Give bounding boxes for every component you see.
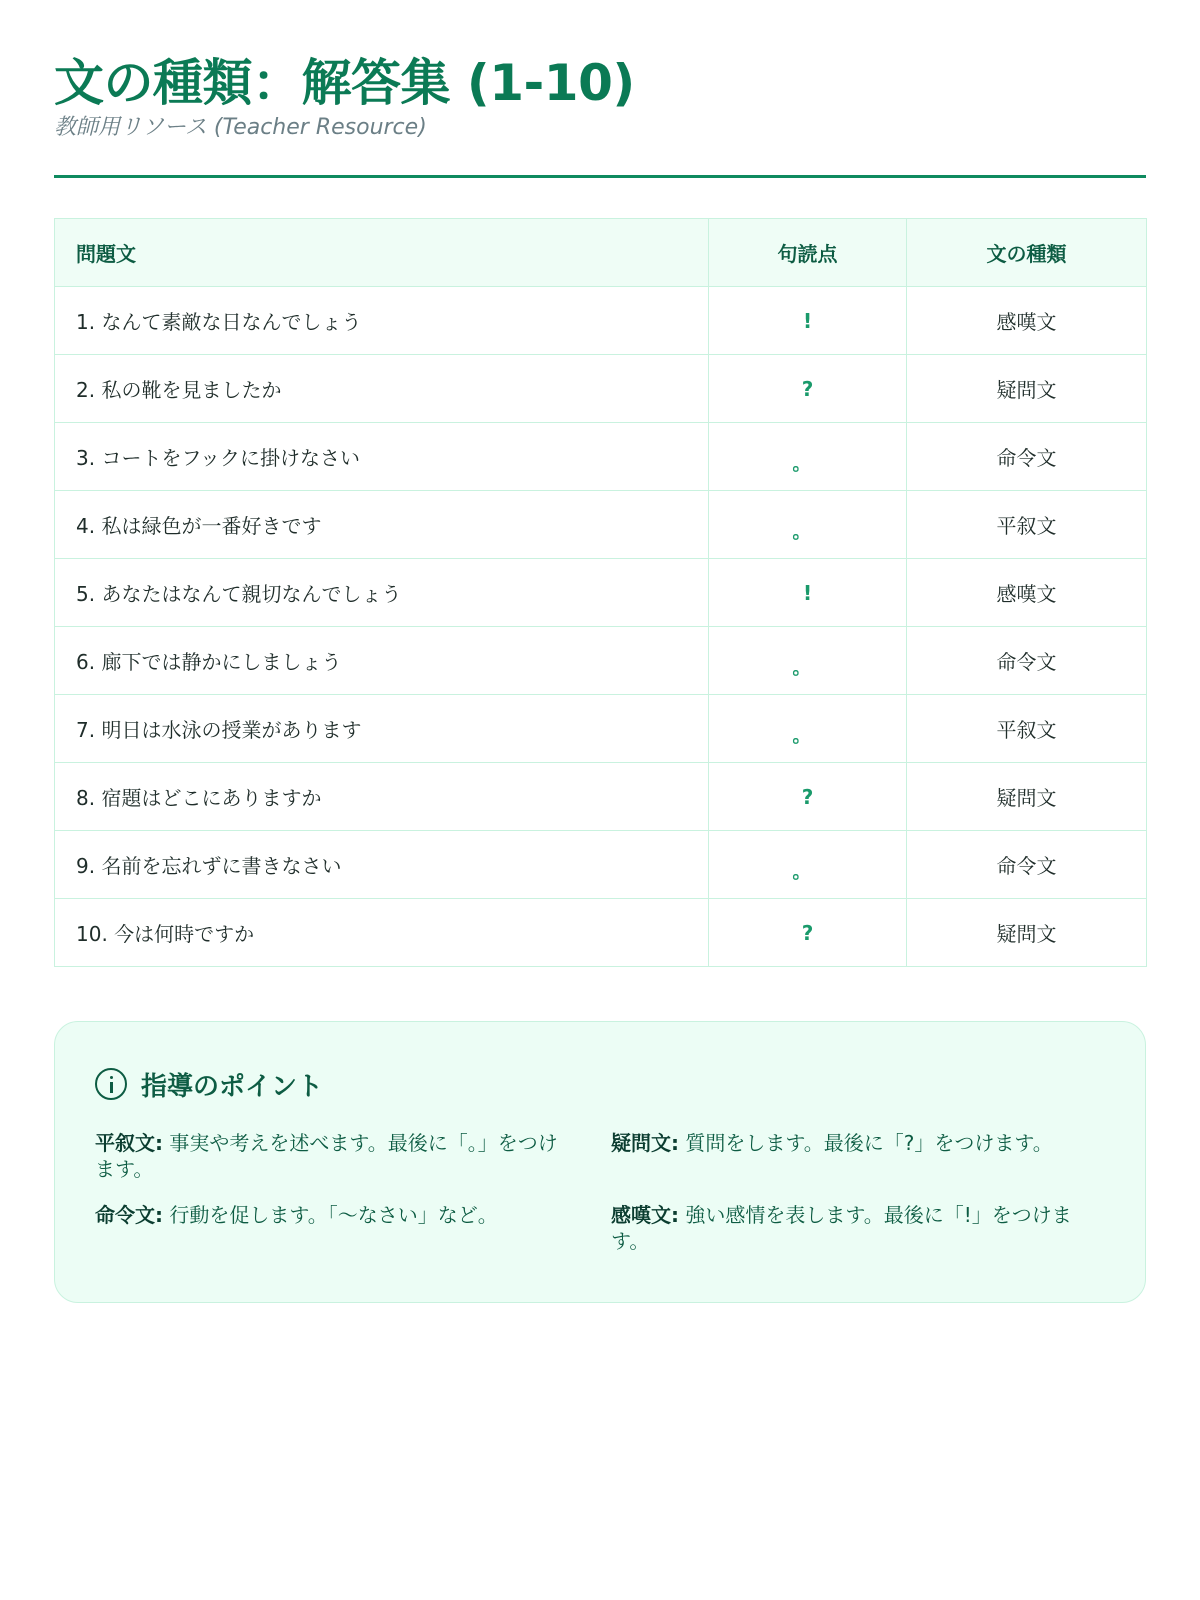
column-header-sentence: 問題文 bbox=[55, 219, 709, 287]
sentence-type-cell: 平叙文 bbox=[907, 491, 1147, 559]
punctuation-mark: ? bbox=[801, 784, 814, 809]
sentence-cell: 4. 私は緑色が一番好きです bbox=[55, 491, 709, 559]
page-subtitle: 教師用リソース (Teacher Resource) bbox=[54, 115, 427, 140]
punctuation-mark: 。 bbox=[792, 725, 811, 747]
sentence-cell: 9. 名前を忘れずに書きなさい bbox=[55, 831, 709, 899]
column-header-punctuation: 句読点 bbox=[709, 219, 907, 287]
column-header-type: 文の種類 bbox=[907, 219, 1147, 287]
sentence-type-cell: 平叙文 bbox=[907, 695, 1147, 763]
punctuation-cell bbox=[709, 695, 907, 763]
punctuation-cell bbox=[709, 423, 907, 491]
punctuation-cell bbox=[709, 763, 907, 831]
sentence-cell: 5. あなたはなんて親切なんでしょう bbox=[55, 559, 709, 627]
table-row bbox=[55, 559, 1147, 627]
sentence-cell: 2. 私の靴を見ましたか bbox=[55, 355, 709, 423]
sentence-type-cell: 感嘆文 bbox=[907, 287, 1147, 355]
teaching-points-header bbox=[95, 1066, 1105, 1102]
punctuation-mark: 。 bbox=[792, 453, 811, 475]
punctuation-mark: ? bbox=[801, 920, 814, 945]
sentence-type-cell: 命令文 bbox=[907, 423, 1147, 491]
note-text: 行動を促します。「〜なさい」など。 bbox=[163, 1203, 498, 1227]
sentence-cell: 1. なんて素敵な日なんでしょう bbox=[55, 287, 709, 355]
punctuation-mark: 。 bbox=[792, 657, 811, 679]
note-declarative bbox=[95, 1130, 573, 1182]
table-header-row bbox=[55, 219, 1147, 287]
note-exclamatory bbox=[611, 1202, 1089, 1254]
punctuation-mark: ? bbox=[801, 376, 814, 401]
note-term: 感嘆文: bbox=[611, 1203, 679, 1227]
punctuation-mark: 。 bbox=[792, 521, 811, 543]
note-term: 命令文: bbox=[95, 1203, 163, 1227]
punctuation-cell bbox=[709, 627, 907, 695]
note-text: 質問をします。最後に「?」をつけます。 bbox=[679, 1131, 1053, 1155]
sentence-cell: 7. 明日は水泳の授業があります bbox=[55, 695, 709, 763]
sentence-cell: 6. 廊下では静かにしましょう bbox=[55, 627, 709, 695]
punctuation-cell bbox=[709, 287, 907, 355]
punctuation-mark: 。 bbox=[792, 861, 811, 883]
teaching-points-grid bbox=[95, 1130, 1105, 1254]
sentence-type-cell: 命令文 bbox=[907, 627, 1147, 695]
page-title: 文の種類：解答集 (1-10) bbox=[54, 54, 635, 112]
note-interrogative bbox=[611, 1130, 1089, 1182]
sentence-type-cell: 疑問文 bbox=[907, 899, 1147, 967]
sentence-cell: 3. コートをフックに掛けなさい bbox=[55, 423, 709, 491]
table-row bbox=[55, 355, 1147, 423]
punctuation-mark: ! bbox=[802, 308, 813, 333]
sentence-type-cell: 疑問文 bbox=[907, 355, 1147, 423]
table-row bbox=[55, 287, 1147, 355]
punctuation-cell bbox=[709, 831, 907, 899]
table-row bbox=[55, 763, 1147, 831]
sentence-type-cell: 疑問文 bbox=[907, 763, 1147, 831]
punctuation-cell bbox=[709, 355, 907, 423]
note-term: 疑問文: bbox=[611, 1131, 679, 1155]
table-row bbox=[55, 491, 1147, 559]
sentence-type-cell: 感嘆文 bbox=[907, 559, 1147, 627]
info-icon bbox=[95, 1068, 127, 1100]
sentence-cell: 10. 今は何時ですか bbox=[55, 899, 709, 967]
answer-table bbox=[54, 218, 1147, 967]
table-row bbox=[55, 899, 1147, 967]
note-term: 平叙文: bbox=[95, 1131, 163, 1155]
note-imperative bbox=[95, 1202, 573, 1254]
table-row bbox=[55, 831, 1147, 899]
punctuation-cell bbox=[709, 899, 907, 967]
table-body bbox=[55, 287, 1147, 967]
note-text: 事実や考えを述べます。最後に「。」をつけます。 bbox=[95, 1131, 558, 1181]
punctuation-mark: ! bbox=[802, 580, 813, 605]
sentence-type-cell: 命令文 bbox=[907, 831, 1147, 899]
table-row bbox=[55, 695, 1147, 763]
sentence-cell: 8. 宿題はどこにありますか bbox=[55, 763, 709, 831]
teaching-points-title: 指導のポイント bbox=[141, 1071, 324, 1102]
table-row bbox=[55, 423, 1147, 491]
note-text: 強い感情を表します。最後に「!」をつけます。 bbox=[611, 1203, 1072, 1253]
punctuation-cell bbox=[709, 491, 907, 559]
table-row bbox=[55, 627, 1147, 695]
page-header bbox=[54, 0, 1146, 178]
punctuation-cell bbox=[709, 559, 907, 627]
teaching-points-box bbox=[54, 1021, 1146, 1303]
